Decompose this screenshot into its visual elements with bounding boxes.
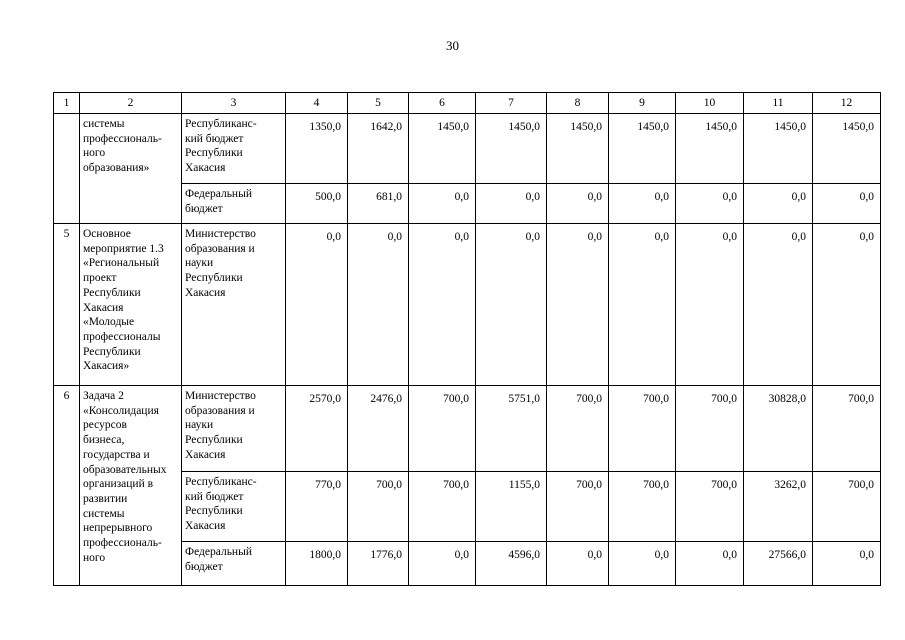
header-cell: 6 xyxy=(409,93,476,114)
value-cell: 0,0 xyxy=(676,224,744,386)
table-row xyxy=(54,224,881,386)
value-cell: 700,0 xyxy=(609,472,676,542)
header-cell: 3 xyxy=(182,93,286,114)
source-cell: Федеральный бюджет xyxy=(182,542,286,586)
value-cell: 500,0 xyxy=(286,184,348,224)
source-cell: Республиканс- кий бюджет Республики Хакасия xyxy=(182,114,286,184)
value-cell: 0,0 xyxy=(676,542,744,586)
value-cell: 3262,0 xyxy=(744,472,813,542)
header-cell: 5 xyxy=(348,93,409,114)
value-cell: 0,0 xyxy=(813,542,881,586)
value-cell: 700,0 xyxy=(547,386,609,472)
row-name-cell: Основное мероприятие 1.3 «Региональный проект Республики Хакасия «Молодые профессионалы Республики Хакасия» xyxy=(80,224,182,386)
value-cell: 0,0 xyxy=(409,184,476,224)
value-cell: 0,0 xyxy=(348,224,409,386)
row-name-cell: системы профессиональ- ного образования» xyxy=(80,114,182,224)
value-cell: 1450,0 xyxy=(547,114,609,184)
value-cell: 0,0 xyxy=(609,542,676,586)
header-cell: 10 xyxy=(676,93,744,114)
value-cell: 0,0 xyxy=(547,224,609,386)
header-row xyxy=(54,93,881,114)
value-cell: 0,0 xyxy=(476,224,547,386)
value-cell: 1642,0 xyxy=(348,114,409,184)
value-cell: 700,0 xyxy=(348,472,409,542)
value-cell: 1450,0 xyxy=(409,114,476,184)
header-cell: 2 xyxy=(80,93,182,114)
value-cell: 0,0 xyxy=(744,224,813,386)
value-cell: 700,0 xyxy=(609,386,676,472)
value-cell: 1450,0 xyxy=(609,114,676,184)
value-cell: 700,0 xyxy=(409,472,476,542)
value-cell: 0,0 xyxy=(547,542,609,586)
value-cell: 1800,0 xyxy=(286,542,348,586)
value-cell: 30828,0 xyxy=(744,386,813,472)
value-cell: 4596,0 xyxy=(476,542,547,586)
header-cell: 4 xyxy=(286,93,348,114)
value-cell: 0,0 xyxy=(744,184,813,224)
value-cell: 700,0 xyxy=(547,472,609,542)
header-cell: 11 xyxy=(744,93,813,114)
table-row xyxy=(54,386,881,472)
value-cell: 770,0 xyxy=(286,472,348,542)
value-cell: 700,0 xyxy=(409,386,476,472)
value-cell: 700,0 xyxy=(676,386,744,472)
value-cell: 0,0 xyxy=(409,224,476,386)
source-cell: Республиканс- кий бюджет Республики Хакасия xyxy=(182,472,286,542)
value-cell: 0,0 xyxy=(409,542,476,586)
header-cell: 9 xyxy=(609,93,676,114)
budget-table xyxy=(53,92,881,586)
value-cell: 681,0 xyxy=(348,184,409,224)
value-cell: 0,0 xyxy=(547,184,609,224)
header-cell: 8 xyxy=(547,93,609,114)
value-cell: 0,0 xyxy=(476,184,547,224)
header-cell: 1 xyxy=(54,93,80,114)
value-cell: 2570,0 xyxy=(286,386,348,472)
value-cell: 1776,0 xyxy=(348,542,409,586)
row-number-cell: 5 xyxy=(54,224,80,386)
value-cell: 1450,0 xyxy=(744,114,813,184)
header-cell: 12 xyxy=(813,93,881,114)
source-cell: Федеральный бюджет xyxy=(182,184,286,224)
value-cell: 1450,0 xyxy=(476,114,547,184)
value-cell: 2476,0 xyxy=(348,386,409,472)
value-cell: 700,0 xyxy=(676,472,744,542)
page-number: 30 xyxy=(446,38,459,53)
value-cell: 700,0 xyxy=(813,472,881,542)
value-cell: 700,0 xyxy=(813,386,881,472)
source-cell: Министерство образования и науки Республики Хакасия xyxy=(182,224,286,386)
value-cell: 0,0 xyxy=(609,224,676,386)
value-cell: 5751,0 xyxy=(476,386,547,472)
value-cell: 0,0 xyxy=(286,224,348,386)
value-cell: 1450,0 xyxy=(813,114,881,184)
row-number-cell: 6 xyxy=(54,386,80,586)
row-number-cell xyxy=(54,114,80,224)
value-cell: 0,0 xyxy=(676,184,744,224)
table-row xyxy=(54,114,881,184)
source-cell: Министерство образования и науки Республики Хакасия xyxy=(182,386,286,472)
value-cell: 0,0 xyxy=(813,184,881,224)
value-cell: 1350,0 xyxy=(286,114,348,184)
value-cell: 27566,0 xyxy=(744,542,813,586)
value-cell: 1155,0 xyxy=(476,472,547,542)
value-cell: 0,0 xyxy=(813,224,881,386)
value-cell: 0,0 xyxy=(609,184,676,224)
value-cell: 1450,0 xyxy=(676,114,744,184)
header-cell: 7 xyxy=(476,93,547,114)
row-name-cell: Задача 2 «Консолидация ресурсов бизнеса, государства и образовательных организаций в развитии системы непрерывного профессиональ- ного xyxy=(80,386,182,586)
